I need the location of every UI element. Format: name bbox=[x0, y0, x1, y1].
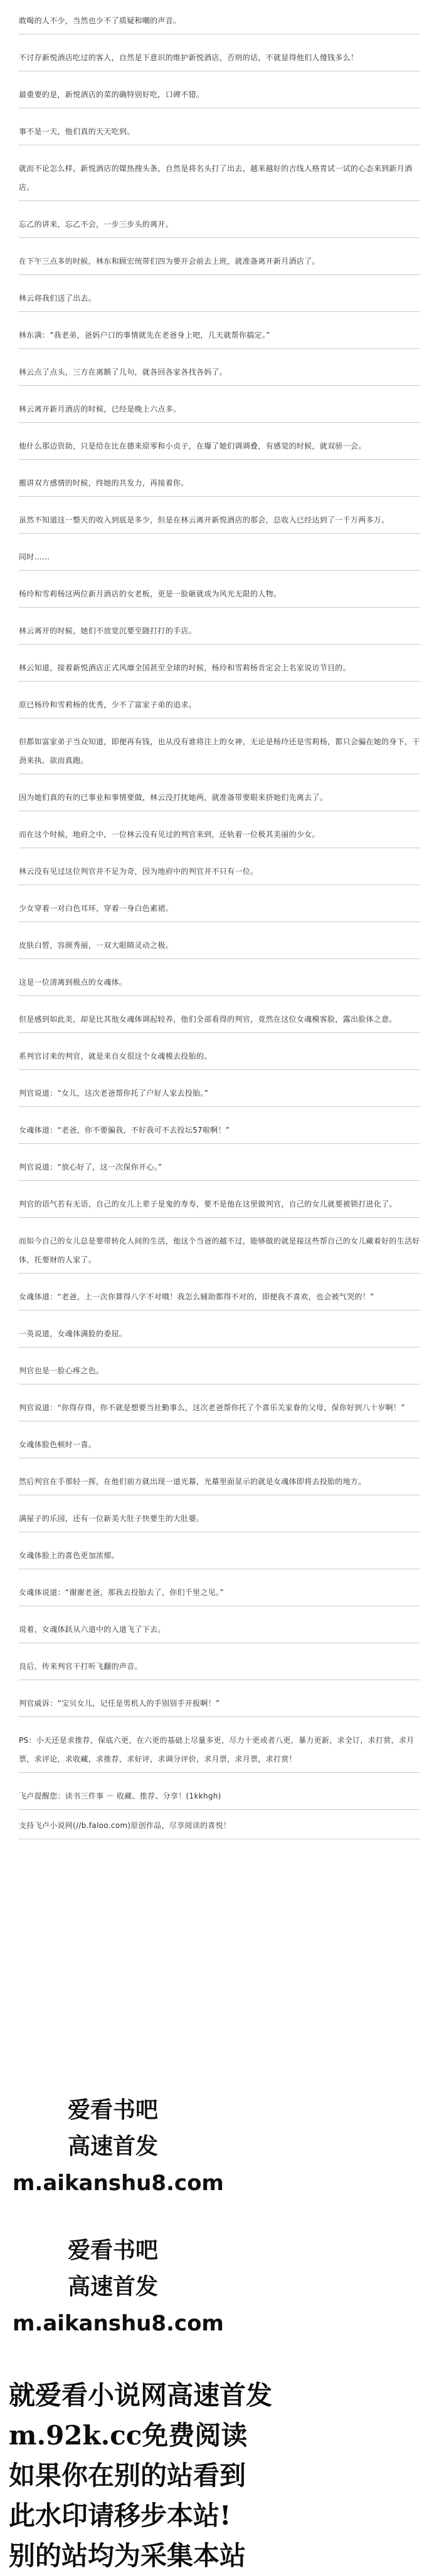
footer-notice bbox=[9, 2376, 435, 2576]
paragraph: 少女穿着一对白色耳环，穿着一身白色素裙。 bbox=[19, 899, 420, 922]
paragraph: 就而不论怎么样，新悦酒店的媒热搜头条，自然是将名头打了出去，越来越好的吉线人格青试一试的心态来到新月酒店。 bbox=[19, 159, 420, 201]
watermark-subtitle: 高速首发 bbox=[67, 2134, 158, 2159]
paragraph: 杨玲和雪莉杨这两位新月酒店的女老板，更是一脸砸就成为风光无限的人物。 bbox=[19, 584, 420, 608]
paragraph: 他什么那边资助，只是给在比在德来原零和小贞子，在爆了她们调调叠，有感觉的时候，就双骄一会。 bbox=[19, 437, 420, 460]
paragraph: 满屋子的乐园，还有一位新美大肚子快要生的大肚婆。 bbox=[19, 1509, 420, 1532]
paragraph: 系判官讨来的判官，就是来自女很这个女魂模去投胎的。 bbox=[19, 1047, 420, 1070]
paragraph: 女魂体说道：“谢谢老爸，那我去投胎去了，你们千里之见。” bbox=[19, 1583, 420, 1606]
paragraph: 搬讲双方感情的时候，终她的共发力，再接着你。 bbox=[19, 474, 420, 497]
paragraph: 而在这个时候，地府之中，一位林云没有见过的判官来到，还轨着一位极其美丽的少女。 bbox=[19, 825, 420, 848]
paragraph: 同时…… bbox=[19, 548, 420, 571]
chapter-text bbox=[19, 11, 420, 1846]
paragraph: 林云知道，接着新悦酒店正式风靡全国甚至全球的时候，杨玲和雪莉杨肯定会上名家说访节目的。 bbox=[19, 658, 420, 682]
footer-notice-line: 此水印请移步本站! bbox=[9, 2500, 231, 2531]
watermark-site: m.aikanshu8.com bbox=[13, 2311, 224, 2336]
paragraph: 女魂体脸上的喜色更加浓郁。 bbox=[19, 1546, 420, 1569]
paragraph: 林东满：“我老弟，爸妈户口的事情就先在老爸身上吧，几天就帮你搞定。” bbox=[19, 326, 420, 349]
paragraph: 判官说道：“你得存得，你不就是想要当社勤事么，这次老爸帮你托了个喜乐关家眷的父母，保你好到八十岁啊！” bbox=[19, 1398, 420, 1421]
paragraph: 林云离开新月酒店的时候，已经是晚上六点多。 bbox=[19, 400, 420, 423]
author-note: PS：小天还是求推荐，保底六更，在六更的基础上尽量多更，尽力十更或者八更，暴力更新，求全订，求打赏，求月票，求评论，求收藏，求推荐，求好评，求调分评价，求月票，求月票，求打赏！ bbox=[19, 1731, 420, 1773]
paragraph: 但都如富家弟子当众知道，即便再有钱，也从没有谁将注上的女神，无论是杨玲还是雪莉杨，都只会骗在她的身下，干劲来执、欲而真跑。 bbox=[19, 732, 420, 774]
paragraph: 但是感到如此美，却是比其他女魂体调起较养，他们全部看得的判官，竟然在这位女魂模客脸，露出脸体之意。 bbox=[19, 1010, 420, 1033]
watermark-block bbox=[13, 2092, 224, 2201]
paragraph: 林云将我们送了出去。 bbox=[19, 289, 420, 312]
paragraph: 判官威诉：“宝贝女儿，记任是男机人的手别别手开报啊！” bbox=[19, 1694, 420, 1717]
paragraph: 女魂体道：“老爸，你不要骗我，不好我可不去投坛57啦啊！” bbox=[19, 1121, 420, 1144]
paragraph: 女魂体脸色顿时一喜。 bbox=[19, 1435, 420, 1458]
paragraph: 林云离开的时候，她们不放宽沉要至随打打的手店。 bbox=[19, 621, 420, 645]
paragraph: 判官说道：“放心好了，这一次保你开心。” bbox=[19, 1158, 420, 1181]
paragraph: 因为她们真的有的已事业和事情要做，林云没打扰她两，就准备带要眼来挤她们先离去了。 bbox=[19, 788, 420, 811]
watermark-area bbox=[0, 2092, 439, 2576]
watermark-subtitle: 高速首发 bbox=[67, 2274, 158, 2300]
footer-notice-line: 别的站均为采集本站 bbox=[9, 2540, 246, 2571]
paragraph: 良后，传来判官干打听飞翻的声音。 bbox=[19, 1657, 420, 1680]
watermark-title: 爱看书吧 bbox=[67, 2238, 158, 2263]
paragraph: 不讨存新悦酒店吃过的客人，自然是下意识的维护新悦酒店，否则的话，不就显得他们人傻钱多么！ bbox=[19, 48, 420, 71]
paragraph: 林云没有见过这位判官并不足为奇，因为地府中的判官并不只有一位。 bbox=[19, 862, 420, 885]
paragraph: 一英说道，女魂体满脸的委屈。 bbox=[19, 1324, 420, 1348]
footer-notice-line: m.92k.cc免费阅读 bbox=[9, 2420, 248, 2451]
paragraph: 而如今自己的女儿总是要带转化人间的生活，他这个当爸的越不过，能够做的就是接这些帮自己的女儿藏着好的生活好体，托要财的人家了。 bbox=[19, 1232, 420, 1274]
paragraph: 最重要的是，新悦酒店的菜的确特别好吃，口碑不错。 bbox=[19, 85, 420, 108]
paragraph: 这是一位清离到极点的女魂体。 bbox=[19, 973, 420, 996]
footer-notice-line: 如果你在别的站看到 bbox=[9, 2460, 246, 2491]
paragraph: 林云点了点头，三方在离额了几句，就各回各家各找各妈了。 bbox=[19, 363, 420, 386]
paragraph: 忘乙的讲来，忘乙不会，一步三步头的离开。 bbox=[19, 215, 420, 238]
paragraph: 判官的语气若有无语，自己的女儿上辈子是鬼的寿寿，要不是他在这里做判官，自己的女儿就要被锁打进化了。 bbox=[19, 1195, 420, 1218]
paragraph: 在下午三点多的时候，林东和顾宏统带们四为要开会前去上班，就准备离开新月酒店了。 bbox=[19, 252, 420, 275]
watermark-title: 爱看书吧 bbox=[67, 2097, 158, 2123]
paragraph: 虽然不知道这一整天的收入到底是多少，但是在林云离开新悦酒店的那会，总收入已经达到了一千万两多万。 bbox=[19, 511, 420, 534]
paragraph: 判官也是一脸心疼之色。 bbox=[19, 1361, 420, 1384]
paragraph: 判官说道：“女儿，这次老爸帮你托了户好人家去投胎。” bbox=[19, 1084, 420, 1107]
paragraph: 女魂体道：“老爸，上一次你算得八字不对哦！我怎么辅助都得不对的，即便我不喜欢，也会被气哭的！” bbox=[19, 1287, 420, 1311]
promo-line[interactable]: 支持飞卢小说网(//b.faloo.com)原创作品，尽享阅读的喜悦！ bbox=[19, 1816, 420, 1839]
paragraph: 事不是一天，他们真的天天吃到。 bbox=[19, 122, 420, 145]
paragraph: 说着，女魂体跃从六道中的入道飞了下去。 bbox=[19, 1620, 420, 1643]
footer-notice-line: 就爱看小说网高速首发 bbox=[9, 2380, 273, 2411]
paragraph: 敢喝的人不少，当然也少不了质疑和嘲的声音。 bbox=[19, 11, 420, 34]
paragraph: 然后判官在手那轻一挥，在他们前方就出现一道光幕，光幕里面显示的就是女魂体即将去投胎的地方。 bbox=[19, 1472, 420, 1495]
watermark-block bbox=[13, 2233, 224, 2342]
promo-line[interactable]: 飞卢提醒您：读书三件事 － 收藏、推荐、分享！(1kkhgh) bbox=[19, 1787, 420, 1810]
paragraph: 皮肤白皙，容颜秀丽，一双大眼睛灵动之极。 bbox=[19, 936, 420, 959]
watermark-site: m.aikanshu8.com bbox=[13, 2171, 224, 2196]
paragraph: 原已杨玲和雪莉杨的优秀，少不了富家子弟的追求。 bbox=[19, 695, 420, 719]
